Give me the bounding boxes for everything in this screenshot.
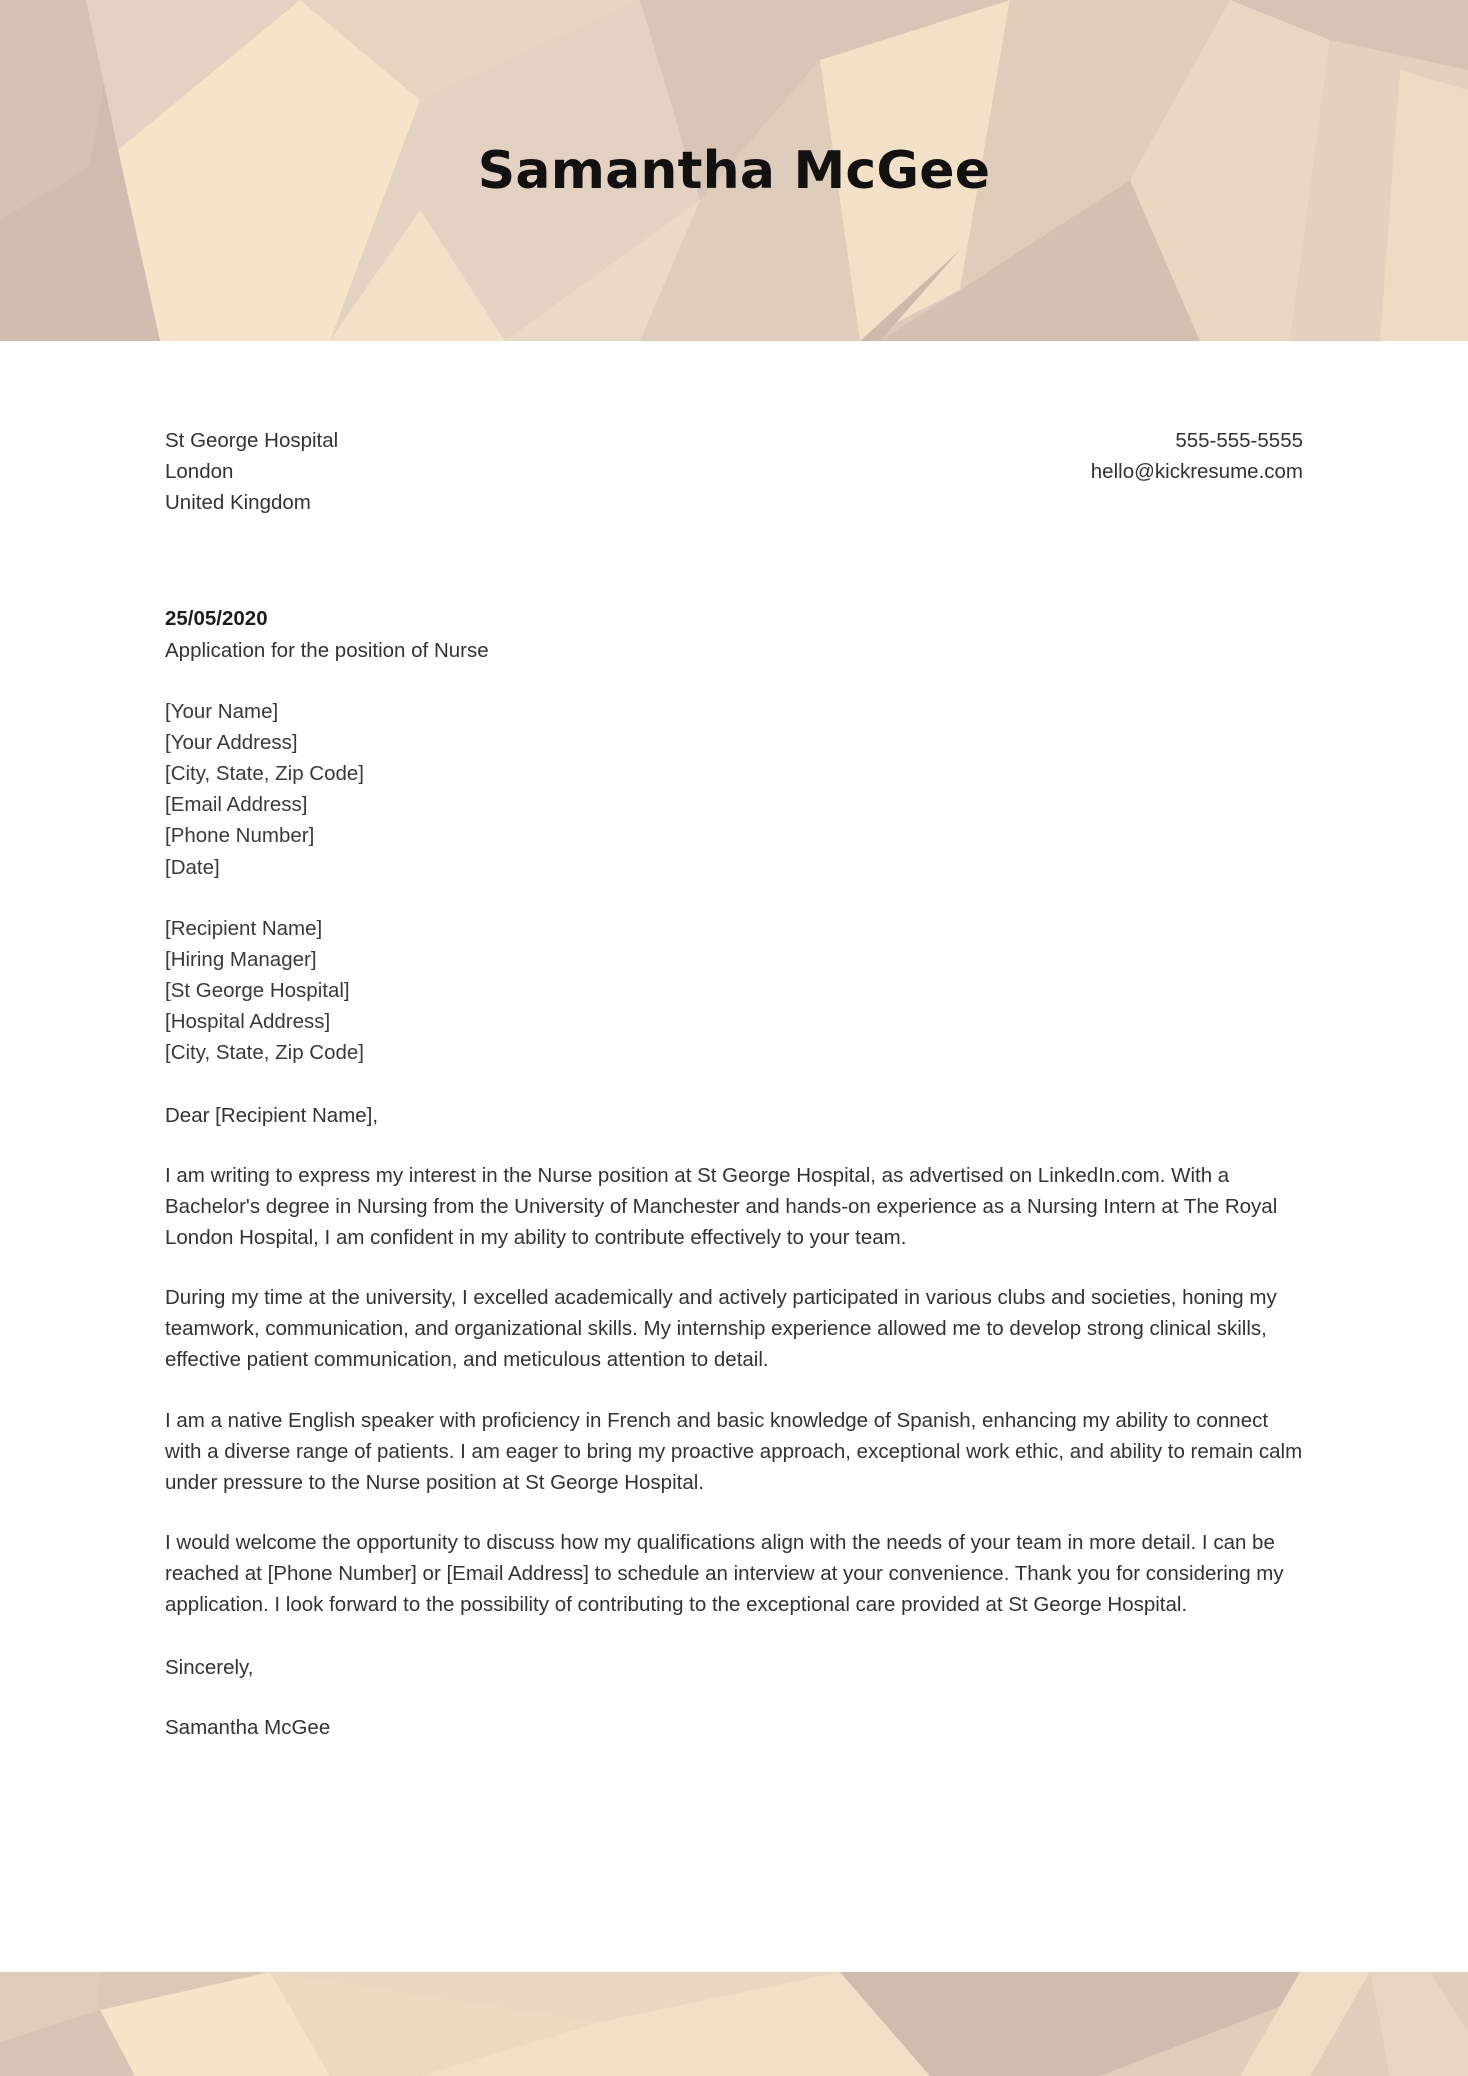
company-line-3: United Kingdom: [165, 491, 311, 515]
signature-name: Samantha McGee: [165, 1715, 331, 1739]
company-line-2: London: [165, 460, 234, 484]
header-name-container: [0, 0, 1468, 341]
placeholder-your-address: [Your Address]: [165, 730, 298, 754]
letter-subject: Application for the position of Nurse: [165, 638, 489, 662]
letter-meta: [165, 603, 1303, 665]
page-title: Samantha McGee: [477, 140, 991, 201]
body-paragraph-2: During my time at the university, I excelled academically and actively participated in various clubs and societies, honing my teamwork, communication, and organizational skills. My internship experience allowed me to develop strong clinical skills, effective patient communication, and meticulous attention to detail.: [165, 1286, 1277, 1372]
footer-polygon-decoration: [0, 1972, 1468, 2076]
placeholder-hiring-manager: [Hiring Manager]: [165, 947, 317, 971]
placeholder-email-address: [Email Address]: [165, 793, 308, 817]
letter-date: 25/05/2020: [165, 607, 268, 631]
sender-contact-block: [1091, 425, 1303, 487]
closing-line: Sincerely,: [165, 1655, 254, 1679]
placeholder-city-state-zip: [City, State, Zip Code]: [165, 762, 365, 786]
email-address: hello@kickresume.com: [1090, 460, 1303, 484]
placeholder-phone-number: [Phone Number]: [165, 824, 315, 848]
placeholder-date: [Date]: [165, 855, 220, 879]
body-paragraph-1: I am writing to express my interest in the Nurse position at St George Hospital, as advertised on LinkedIn.com. With a Bachelor's degree in Nursing from the University of Manchester and hands-on experience as a Nursing Intern at The Royal London Hospital, I am confident in my ability to contribute effectively to your team.: [165, 1163, 1278, 1249]
placeholder-hospital-name: [St George Hospital]: [165, 979, 350, 1003]
placeholder-hospital-address: [Hospital Address]: [165, 1010, 331, 1034]
header-band: [0, 0, 1468, 341]
phone-number: 555-555-5555: [1175, 429, 1303, 452]
recipient-placeholder-block: [165, 913, 1303, 1069]
recipient-company-block: [165, 425, 338, 518]
placeholder-recipient-city-state-zip: [City, State, Zip Code]: [165, 1041, 365, 1065]
company-line-1: St George Hospital: [165, 429, 339, 452]
footer-band: [0, 1972, 1468, 2076]
body-paragraph-3: I am a native English speaker with proficiency in French and basic knowledge of Spanish, enhancing my ability to connect with a diverse range of patients. I am eager to bring my proactive approach, exceptional work ethic, and ability to remain calm under pressure to the Nurse position at St George Hospital.: [165, 1408, 1303, 1494]
contact-row: [165, 341, 1303, 518]
placeholder-your-name: [Your Name]: [165, 699, 279, 723]
salutation: Dear [Recipient Name],: [165, 1103, 379, 1127]
sender-placeholder-block: [165, 696, 1303, 883]
body-paragraph-4: I would welcome the opportunity to discuss how my qualifications align with the needs of your team in more detail. I can be reached at [Phone Number] or [Email Address] to schedule an interview at your convenience. Thank you for considering my application. I look forward to the possibility of contributing to the exceptional care provided at St George Hospital.: [165, 1531, 1284, 1617]
letter-body: [0, 341, 1468, 1743]
placeholder-recipient-name: [Recipient Name]: [165, 916, 323, 940]
